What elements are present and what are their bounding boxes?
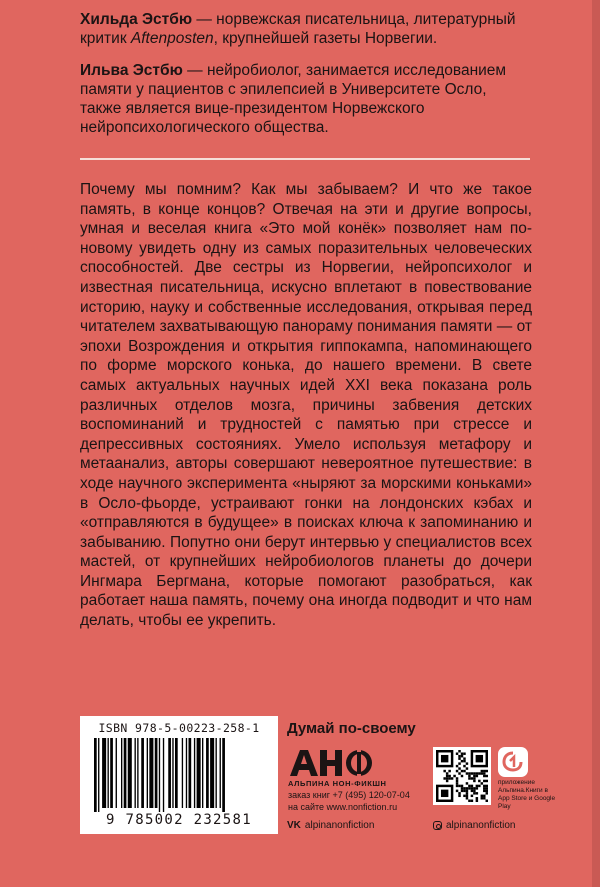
barcode-digits: 9 785002 232581 (106, 812, 252, 828)
barcode-box (80, 716, 278, 834)
app-store-text: приложение Альпина.Книги в App Store и Google Play (498, 779, 556, 810)
book-blurb (80, 180, 532, 631)
instagram-handle: alpinanonfiction (446, 820, 516, 831)
social-vk (287, 820, 374, 831)
author-1-desc-end: , крупнейшей газеты Норвегии. (213, 30, 438, 47)
app-logo-icon (498, 747, 528, 777)
order-phone: заказ книг +7 (495) 120-07-04 (288, 790, 410, 800)
publisher-logo-icon (288, 748, 376, 778)
barcode-icon (92, 738, 266, 812)
isbn-label: ISBN 978-5-00223-258-1 (98, 721, 260, 735)
order-website: на сайте www.nonfiction.ru (288, 802, 398, 812)
blurb-text: Почему мы помним? Как мы забываем? И что же такое память, в конце концов? Отвечая на эти и другие вопросы, умная и веселая книга «Это мой конёк» позволяет нам по-новому увидеть одну из самых поразительных человеческих способностей. Две сестры из Норвегии, нейропсихолог и известная писательница, искусно вплетают в повествование историю, науку и собственные исследования, открывая перед читателем захватывающую панораму понимания памяти — от эпохи Возрождения и открытия гиппокампа, напоминающего по форме морского конька, до нашего времени. В свете самых актуальных научных идей XXI века показана роль различных отделов мозга, причины забвения детских воспоминаний и трудностей с памятью при стрессе и депрессивных состояниях. Умело используя метафору и метаанализ, авторы совершают невероятное путешествие: в ходе научного эксперимента «ныряют за морскими коньками» в Осло-фьорде, устраивают гонки на лондонских кэбах и «отправляются в будущее» в поисках ключа к запоминанию и забыванию. Попутно они берут интервью у специалистов всех мастей, от крупнейших нейробиологов планеты до дочери Ингмара Бергмана, которые помогают разобраться, как работает наша память, почему она иногда подводит и что нам делать, чтобы ее укрепить. (80, 181, 532, 630)
author-1 (80, 10, 530, 48)
vk-icon: VK (287, 820, 301, 831)
authors-section (80, 10, 530, 150)
author-2-name: Ильва Эстбю (80, 62, 183, 79)
author-1-desc-start: — норвежская писательница, литературный критик (80, 11, 516, 47)
vk-handle: alpinanonfiction (304, 820, 375, 831)
qr-pattern (436, 750, 488, 802)
author-2 (80, 61, 530, 137)
cover-edge (592, 0, 600, 887)
author-2-desc: — нейробиолог, занимается исследованием памяти у пациентов с эпилепсией в Университете Осло, также является вице-президентом Норвежского нейропсихологического общества. (80, 62, 507, 136)
qr-code-icon (433, 747, 491, 805)
app-icon (498, 747, 528, 777)
instagram-icon (433, 821, 442, 830)
author-1-name: Хильда Эстбю (80, 11, 193, 28)
social-instagram (433, 820, 516, 831)
publisher-name: АЛЬПИНА НОН-ФИКШН (288, 779, 387, 788)
order-info (288, 789, 410, 813)
publisher-slogan: Думай по-своему (287, 720, 416, 737)
divider (80, 158, 530, 160)
author-1-newspaper: Aftenposten (130, 30, 214, 47)
